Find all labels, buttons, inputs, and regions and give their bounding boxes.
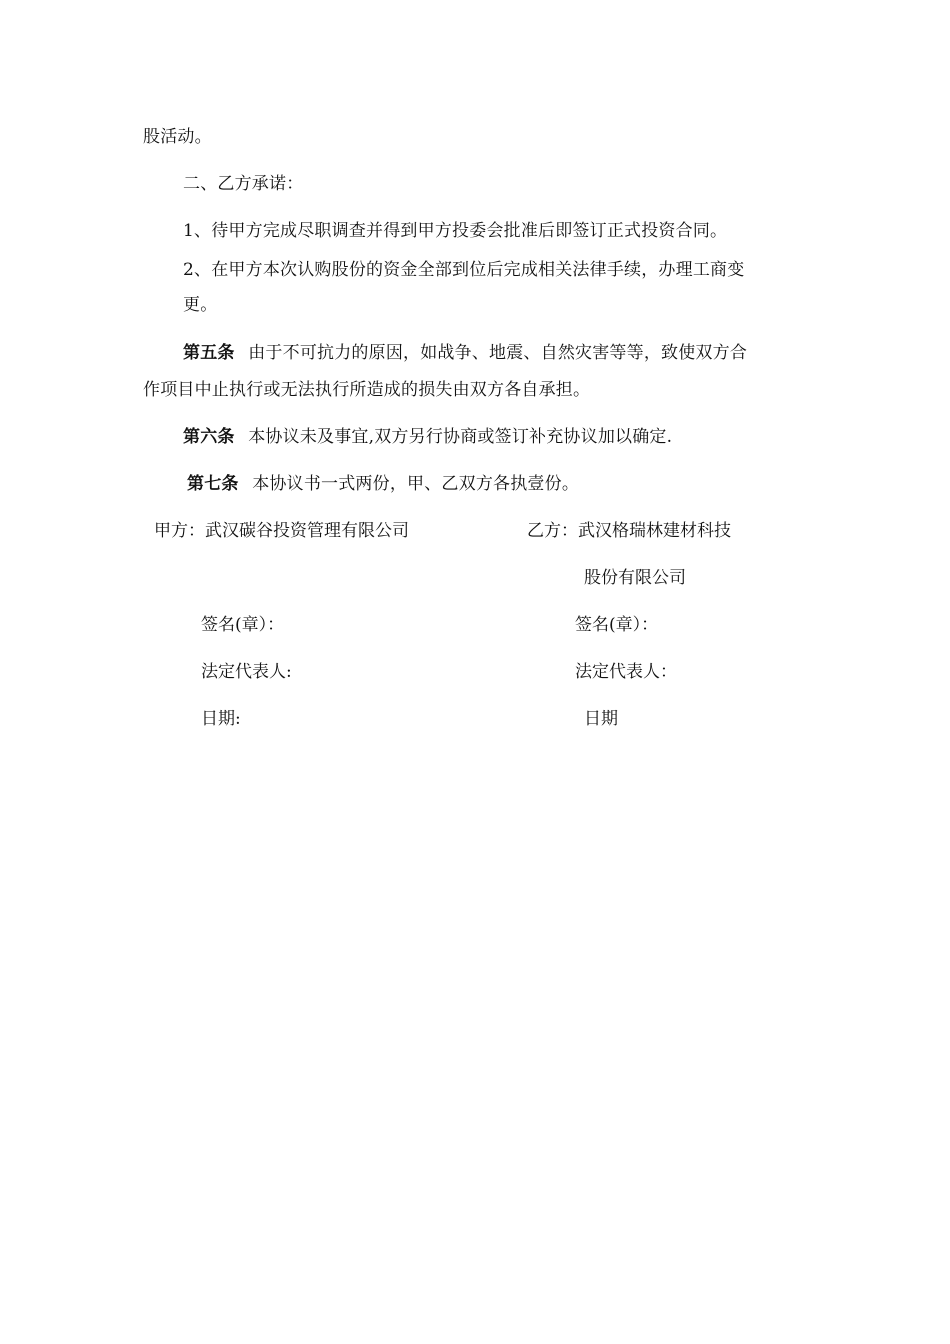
article-7 — [187, 472, 579, 496]
commitment-item-2-line-1: 2、在甲方本次认购股份的资金全部到位后完成相关法律手续，办理工商变 — [183, 260, 745, 280]
article-5-line-1 — [183, 341, 747, 365]
party-a-signature-label: 签名(章）： — [201, 615, 285, 635]
article-5-label: 第五条 — [183, 343, 235, 363]
party-b-name-line-1: 乙方：武汉格瑞林建材科技 — [527, 521, 731, 541]
article-5-line-2: 作项目中止执行或无法执行所造成的损失由双方各自承担。 — [143, 380, 591, 400]
article-5-text-1: 由于不可抗力的原因，如战争、地震、自然灾害等等，致使双方合 — [248, 343, 748, 363]
party-a-date-label: 日期: — [201, 709, 241, 729]
party-a-representative-label: 法定代表人: — [201, 662, 292, 682]
article-6-label: 第六条 — [183, 427, 235, 447]
article-6-text: 本协议未及事宜,双方另行协商或签订补充协议加以确定. — [248, 427, 673, 447]
party-a-name: 甲方：武汉碳谷投资管理有限公司 — [154, 521, 409, 541]
article-7-label: 第七条 — [187, 474, 239, 494]
party-b-date-label: 日期 — [584, 709, 618, 729]
article-7-text: 本协议书一式两份，甲、乙双方各执壹份。 — [252, 474, 580, 494]
party-b-name-line-2: 股份有限公司 — [584, 568, 686, 588]
article-6 — [183, 425, 672, 449]
party-b-representative-label: 法定代表人： — [575, 662, 677, 682]
party-b-signature-label: 签名(章）： — [575, 615, 659, 635]
continuation-text: 股活动。 — [143, 127, 212, 147]
commitment-item-2-line-2: 更。 — [183, 295, 218, 315]
commitment-item-1: 1、待甲方完成尽职调查并得到甲方投委会批准后即签订正式投资合同。 — [183, 221, 728, 241]
section-two-heading: 二、乙方承诺： — [183, 174, 304, 194]
